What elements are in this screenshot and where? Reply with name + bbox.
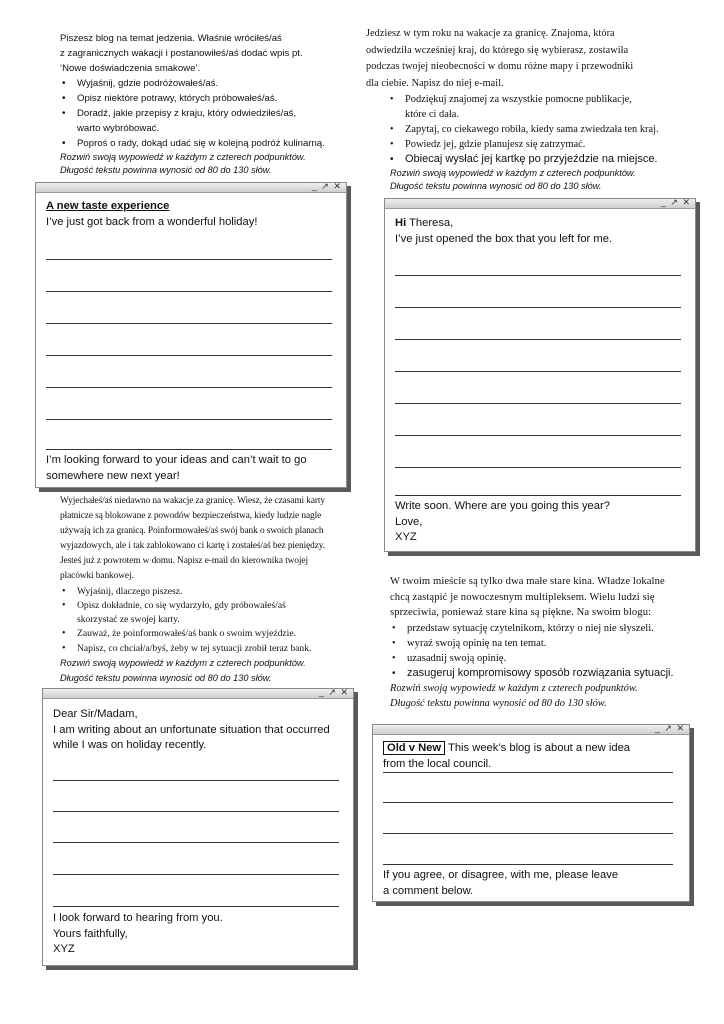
blog-intro-line-2: from the local council. — [383, 757, 492, 770]
letter-closing-line-1: I look forward to hearing from you. — [53, 912, 223, 924]
window-4-opening — [383, 741, 677, 772]
task-2-rule-1: Rozwiń swoją wypowiedź w każdym z czterech podpunktów. — [390, 168, 636, 178]
writing-line[interactable] — [395, 275, 681, 276]
window-titlebar — [385, 199, 695, 209]
list-item: • uzasadnij swoją opinię. — [390, 651, 710, 666]
window-titlebar — [373, 725, 689, 735]
window-1-opening — [46, 199, 334, 230]
email-window-theresa — [384, 198, 696, 552]
list-item: • Opisz dokładnie, co się wydarzyło, gdy próbowałeś/aś skorzystać ze swojej karty. — [60, 599, 360, 626]
blog-closing-line-1: If you agree, or disagree, with me, please leave — [383, 869, 619, 881]
blog-opening-line: I’ve just got back from a wonderful holiday! — [46, 215, 258, 228]
writing-line[interactable] — [46, 449, 332, 450]
task-2-instructions — [366, 26, 706, 193]
writing-line[interactable] — [395, 467, 681, 468]
window-1-closing — [46, 453, 334, 484]
list-item: • Zauważ, że poinformowałeś/aś bank o swoim wyjeździe. — [60, 626, 360, 641]
window-controls-icon[interactable]: _ ↗ ✕ — [311, 181, 342, 191]
list-item: • Poproś o rady, dokąd udać się w kolejną podróż kulinarną. — [60, 136, 360, 151]
writing-line[interactable] — [53, 874, 339, 875]
task-3-instructions — [60, 494, 360, 686]
task-1-bullets — [60, 76, 360, 151]
task-4-rule-2: Długość tekstu powinna wynosić od 80 do 130 słów. — [390, 697, 607, 709]
writing-line[interactable] — [383, 772, 673, 773]
writing-line[interactable] — [395, 307, 681, 308]
writing-line[interactable] — [46, 323, 332, 324]
email-closing-line-1: Write soon. Where are you going this year? — [395, 500, 610, 512]
writing-line[interactable] — [53, 842, 339, 843]
window-2-closing — [395, 499, 683, 546]
blog-intro-line-1 — [383, 741, 677, 757]
task-4-rule-1: Rozwiń swoją wypowiedź w każdym z czterech podpunktów. — [390, 682, 638, 694]
blog-intro-text: This week’s blog is about a new idea — [445, 742, 631, 754]
writing-line[interactable] — [395, 371, 681, 372]
blog-closing-line-2: a comment below. — [383, 884, 474, 897]
list-item: • przedstaw sytuację czytelnikom, którzy o niej nie słyszeli. — [390, 621, 710, 636]
writing-line[interactable] — [46, 355, 332, 356]
task-1-rule-2: Długość tekstu powinna wynosić od 80 do 130 słów. — [60, 165, 272, 175]
blog-tag: Old v New — [383, 741, 445, 755]
window-controls-icon[interactable]: _ ↗ ✕ — [660, 197, 691, 207]
greeting-hi: Hi — [395, 217, 407, 229]
task-2-bullets — [388, 92, 706, 167]
window-3-closing — [53, 911, 341, 958]
writing-line[interactable] — [46, 387, 332, 388]
list-item: • Napisz, co chciał/a/byś, żeby w tej sytuacji zrobił teraz bank. — [60, 641, 360, 656]
task-3-rule-1: Rozwiń swoją wypowiedź w każdym z czterech podpunktów. — [60, 658, 306, 668]
writing-line[interactable] — [383, 864, 673, 865]
list-item: • Obiecaj wysłać jej kartkę po przyjeździe na miejsce. — [388, 152, 706, 167]
list-item: • zasugeruj kompromisowy sposób rozwiązania sytuacji. — [390, 666, 710, 681]
letter-closing-line-2: Yours faithfully, — [53, 927, 128, 940]
window-controls-icon[interactable]: _ ↗ ✕ — [318, 687, 349, 697]
greeting-name: Theresa, — [406, 217, 454, 229]
task-1-instructions — [60, 31, 360, 177]
letter-salutation: Dear Sir/Madam, — [53, 708, 138, 720]
email-window-bank — [42, 688, 354, 966]
task-3-intro: Wyjechałeś/aś niedawno na wakacje za granicę. Wiesz, że czasami karty płatnicze są blokowane z powodów bezpieczeństwa, kiedy ludzie nagle używają ich za granicą. Poinformowałeś/aś swój bank o swoich planach wyjazdowych, ale i tak zablokowano ci kartę i zostałeś/aś bez pieniędzy. Jesteś już z powrotem w domu. Napisz e-mail do kierownika twojej placówki bankowej. — [60, 496, 326, 581]
list-item: • Wyjaśnij, gdzie podróżowałeś/aś. — [60, 76, 360, 91]
blog-closing-line-1: I’m looking forward to your ideas and can’t wait to go — [46, 454, 307, 466]
list-item: • Zapytaj, co ciekawego robiła, kiedy sama zwiedzała ten kraj. — [388, 122, 706, 137]
window-3-opening — [53, 707, 341, 754]
task-1-intro: Piszesz blog na temat jedzenia. Właśnie wróciłeś/aś z zagranicznych wakacji i postanowiłeś/aś dodać wpis pt. ‘Nowe doświadczenia smakowe’. — [60, 33, 303, 74]
list-item: • Wyjaśnij, dlaczego piszesz. — [60, 584, 360, 599]
writing-line[interactable] — [383, 802, 673, 803]
writing-line[interactable] — [395, 339, 681, 340]
letter-opening-line-2: while I was on holiday recently. — [53, 739, 207, 751]
writing-line[interactable] — [53, 906, 339, 907]
list-item: • Podziękuj znajomej za wszystkie pomocne publikacje, które ci dała. — [388, 92, 706, 122]
task-1-rule-1: Rozwiń swoją wypowiedź w każdym z czterech podpunktów. — [60, 152, 306, 162]
task-3-bullets — [60, 584, 360, 656]
window-titlebar — [36, 183, 346, 193]
writing-line[interactable] — [53, 780, 339, 781]
email-opening-line: I’ve just opened the box that you left for me. — [395, 232, 613, 245]
blog-heading: A new taste experience — [46, 200, 170, 212]
task-4-intro: W twoim mieście są tylko dwa małe stare kina. Władze lokalne chcą zastąpić je nowoczesnym multipleksem. Wielu ludzi się sprzeciwia, ponieważ stare kina są piękne. Na swoim blogu: — [390, 576, 665, 618]
writing-line[interactable] — [53, 811, 339, 812]
list-item: • Opisz niektóre potrawy, których próbowałeś/aś. — [60, 91, 360, 106]
list-item: • Doradź, jakie przepisy z kraju, który odwiedziłeś/aś, warto wybróbować. — [60, 106, 360, 136]
email-closing-line-3: XYZ — [395, 531, 417, 543]
task-2-intro: Jedziesz w tym roku na wakacje za granicę. Znajoma, która odwiedziła wcześniej kraj, do którego się wybierasz, zostawiła podczas twojej nieobecności w domu różne mapy i przewodniki dla ciebie. Napisz do niej e-mail. — [366, 28, 634, 89]
window-2-opening — [395, 216, 683, 247]
window-4-closing — [383, 868, 677, 899]
letter-closing-line-3: XYZ — [53, 943, 75, 955]
task-3-rule-2: Długość tekstu powinna wynosić od 80 do 130 słów. — [60, 673, 272, 683]
writing-line[interactable] — [395, 495, 681, 496]
writing-line[interactable] — [395, 403, 681, 404]
task-4-bullets — [390, 621, 710, 681]
blog-window-taste — [35, 182, 347, 488]
list-item: • Powiedz jej, gdzie planujesz się zatrzymać. — [388, 137, 706, 152]
task-4-instructions — [390, 574, 710, 711]
window-titlebar — [43, 689, 353, 699]
blog-window-old-v-new — [372, 724, 690, 902]
window-controls-icon[interactable]: _ ↗ ✕ — [654, 723, 685, 733]
email-greeting — [395, 216, 683, 232]
email-closing-line-2: Love, — [395, 515, 423, 528]
blog-closing-line-2: somewhere new next year! — [46, 469, 180, 482]
task-2-rule-2: Długość tekstu powinna wynosić od 80 do 130 słów. — [390, 181, 602, 191]
writing-line[interactable] — [395, 435, 681, 436]
writing-line[interactable] — [46, 291, 332, 292]
letter-opening-line-1: I am writing about an unfortunate situation that occurred — [53, 723, 330, 736]
writing-line[interactable] — [46, 419, 332, 420]
writing-line[interactable] — [383, 833, 673, 834]
writing-line[interactable] — [46, 259, 332, 260]
list-item: • wyraź swoją opinię na ten temat. — [390, 636, 710, 651]
